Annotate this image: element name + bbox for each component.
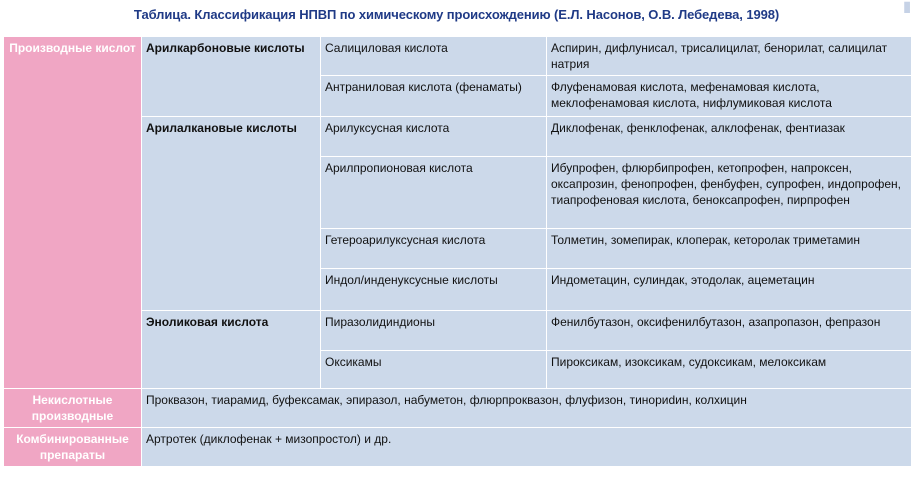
table-row [4,37,912,76]
class-cell: Индол/инденуксусные кислоты [321,269,547,311]
drugs-cell: Флуфенамовая кислота, мефенамовая кислота, меклофенамовая кислота, нифлумиковая кислота [547,76,912,117]
class-cell: Салициловая кислота [321,37,547,76]
class-cell: Пиразолидиндионы [321,311,547,351]
class-cell: Арилуксусная кислота [321,117,547,157]
class-cell: Гетероарилуксусная кислота [321,229,547,269]
category-nonacid: Некислотные производные [4,389,142,428]
class-cell: Арилпропионовая кислота [321,157,547,229]
class-cell: Антраниловая кислота (фенаматы) [321,76,547,117]
drugs-cell: Толметин, зомепирак, клоперак, кеторолак триметамин [547,229,912,269]
subgroup-enolic: Эноликовая кислота [142,311,321,389]
table-row [4,389,912,428]
combined-drugs-cell: Артротек (диклофенак + мизопростол) и др. [142,428,912,467]
table-row [4,428,912,467]
subgroup-arylcarbonic: Арилкарбоновые кислоты [142,37,321,117]
category-combined: Комбинированные препараты [4,428,142,467]
subgroup-arylalkanoic: Арилалкановые кислоты [142,117,321,311]
drugs-cell: Ибупрофен, флюрбипрофен, кетопрофен, напроксен, оксапрозин, фенопрофен, фенбуфен, супрофен, индопрофен, тиапрофеновая кислота, беноксапрофен, пирпрофен [547,157,912,229]
class-cell: Оксикамы [321,351,547,389]
table-title: Таблица. Классификация НПВП по химическому происхождению (Е.Л. Насонов, О.В. Лебедева, 1998) [133,7,780,22]
drugs-cell: Диклофенак, фенклофенак, алклофенак, фентиазак [547,117,912,157]
category-acid-derivatives: Производные кислот [4,37,142,389]
nsaid-classification-table [3,36,912,467]
drugs-cell: Пироксикам, изоксикам, судоксикам, мелоксикам [547,351,912,389]
drugs-cell: Аспирин, дифлунисал, трисалицилат, бенорилат, салицилат натрия [547,37,912,76]
nonacid-drugs-cell: Проквазон, тиарамид, буфексамак, эпиразол, набуметон, флюрпроквазон, флуфизон, тинориdин, колхицин [142,389,912,428]
drugs-cell: Фенилбутазон, оксифенилбутазон, азапропазон, фепразон [547,311,912,351]
page-corner-mark: ▮ [903,0,911,14]
drugs-cell: Индометацин, сулиндак, этодолак, ацеметацин [547,269,912,311]
